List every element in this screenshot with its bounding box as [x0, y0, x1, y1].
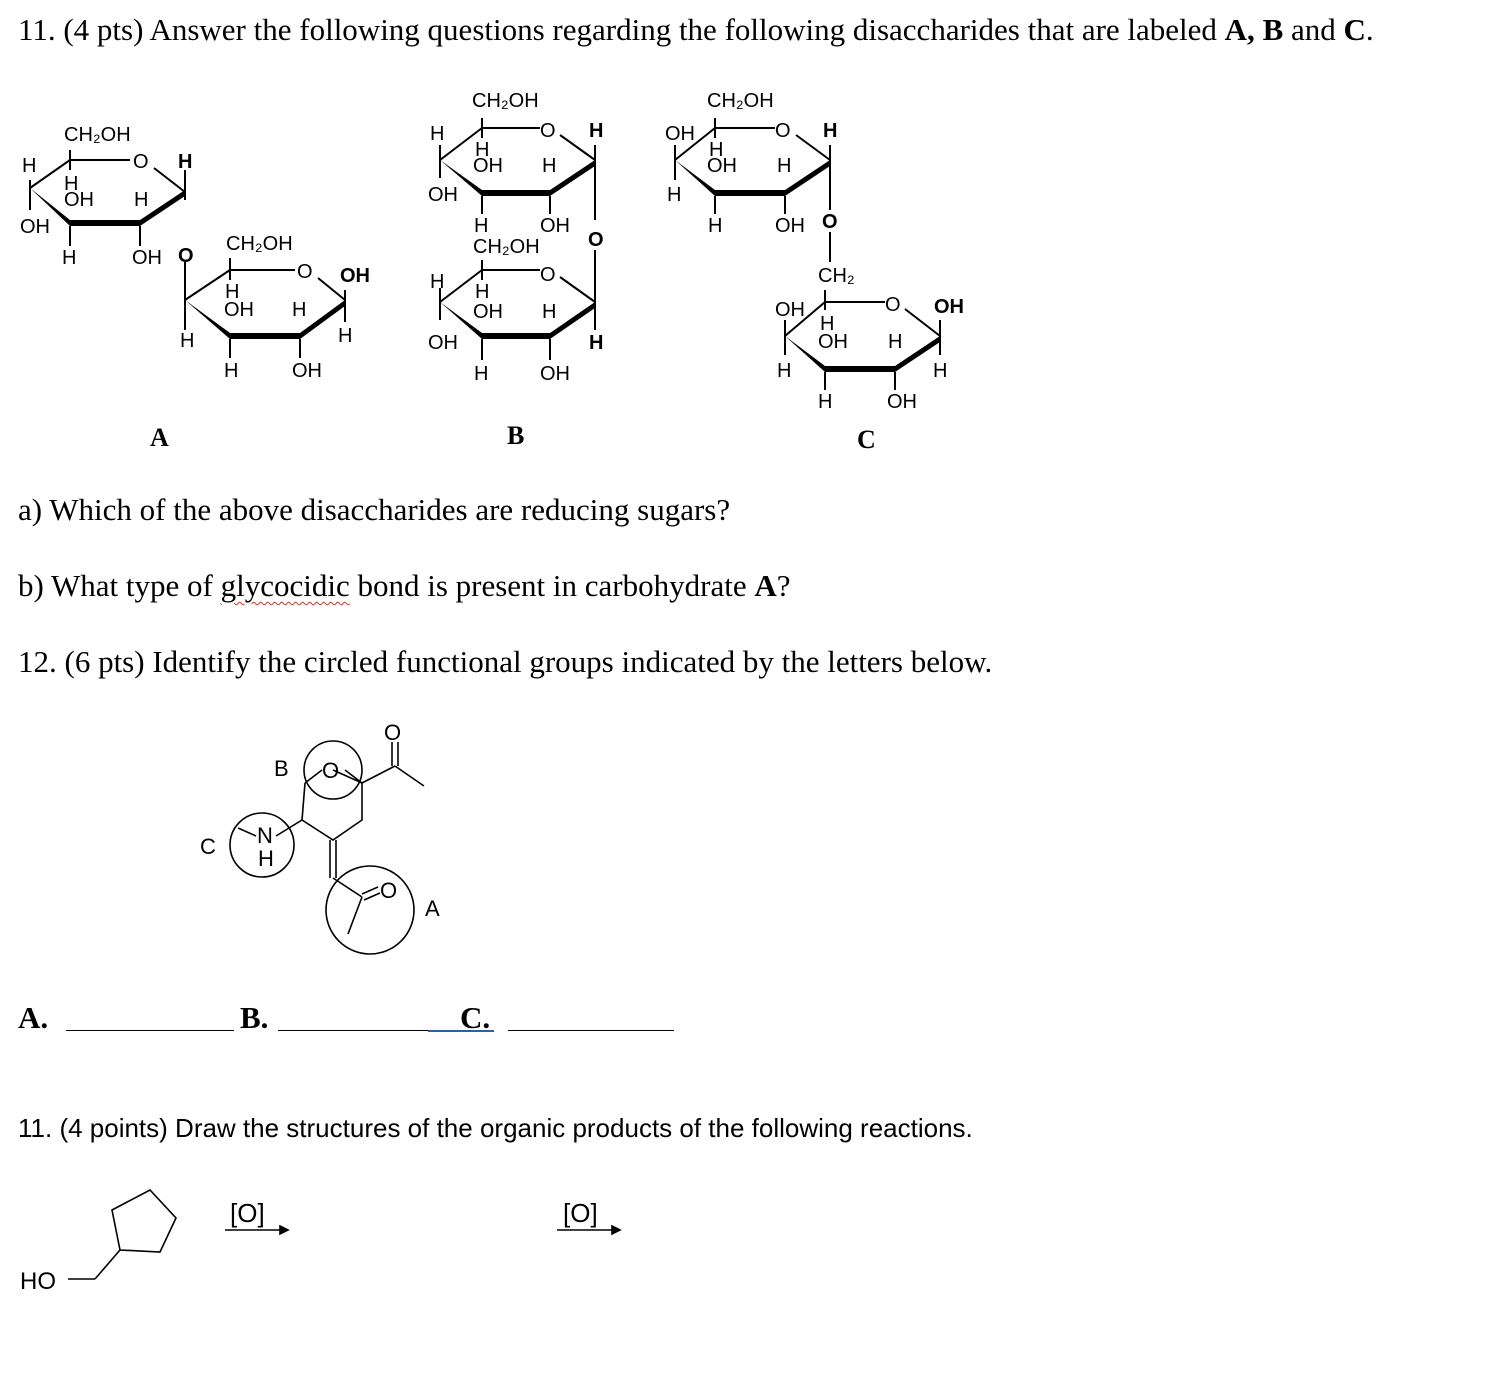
c2-h-bottom: H [818, 391, 833, 413]
fg-ketone-o: O [384, 720, 402, 745]
question-reactions: 11. (4 points) Draw the structures of the organic products of the following reactions. [18, 1113, 973, 1143]
b1-h-inner: H [475, 139, 490, 161]
arrow-1-head [280, 1226, 288, 1234]
answer-label-b: B. [240, 1000, 269, 1035]
b-glycosidic-o: O [588, 229, 604, 251]
a-glycosidic-o: O [178, 245, 194, 267]
answer-label-c: C. [460, 1000, 491, 1035]
c-glycosidic-o: O [822, 211, 838, 233]
b1-oh-left: OH [428, 184, 458, 206]
a2-ring-o: O [297, 261, 313, 283]
a1-h-inner-2: H [134, 189, 149, 211]
a1-oh-left: OH [20, 216, 50, 238]
q11-letter-c: C [1343, 12, 1366, 47]
a2-oh-inner: OH [224, 299, 254, 321]
fg-label-a: A [425, 896, 440, 921]
c2-oh-bottom: OH [887, 391, 917, 413]
answer-blank-c[interactable] [508, 1030, 674, 1031]
q11-prefix: 11. (4 pts) Answer the following questions regarding the following disaccharides that are labeled [18, 12, 1217, 47]
molecule-a-ring-1 [30, 150, 185, 330]
b2-oh-bottom: OH [540, 363, 570, 385]
molecule-c-ring-2 [785, 290, 940, 390]
reagent-2: [O] [563, 1198, 598, 1228]
a2-h-bottom: H [224, 360, 239, 382]
a2-h-left: H [180, 330, 195, 352]
c2-h-inner-2: H [888, 331, 903, 353]
answer-blank-b[interactable] [278, 1030, 428, 1031]
a1-h-right: H [178, 151, 193, 173]
disaccharide-structures [0, 0, 1488, 470]
b1-h-left: H [430, 123, 445, 145]
a1-oh-bottom: OH [132, 247, 162, 269]
a1-h-left: H [22, 155, 37, 177]
c1-oh-bottom: OH [775, 215, 805, 237]
cyclopentane-ring [112, 1190, 176, 1252]
c1-h-inner: H [709, 139, 724, 161]
c2-ring-o: O [885, 294, 901, 316]
fg-label-b: B [274, 756, 289, 781]
b2-oh-left: OH [428, 332, 458, 354]
b1-oh-bottom: OH [540, 215, 570, 237]
a1-oh-inner: OH [64, 189, 94, 211]
c1-h-bottom: H [708, 215, 723, 237]
c2-h-right: H [933, 360, 948, 382]
q11b-middle: bond is present in carbohydrate [357, 568, 747, 603]
fg-nh-h: H [258, 846, 274, 871]
b1-h-bottom: H [474, 215, 489, 237]
molecule-c-ring-1 [675, 118, 830, 262]
hydroxyl-ho: HO [20, 1268, 56, 1295]
q11b-letter: A [754, 568, 777, 603]
b2-h-right: H [589, 332, 604, 354]
b2-h-inner: H [475, 281, 490, 303]
a2-oh-bottom: OH [292, 360, 322, 382]
a2-oh-right: OH [340, 265, 370, 287]
b2-ch2oh: CH₂OH [473, 236, 540, 258]
circle-c [230, 813, 294, 877]
label-molecule-c: C [857, 425, 876, 454]
b1-ring-o: O [540, 120, 556, 142]
answer-blank-a[interactable] [66, 1030, 234, 1031]
reagent-1: [O] [230, 1198, 265, 1228]
molecule-b-ring-1 [440, 118, 595, 330]
c2-oh-inner: OH [818, 331, 848, 353]
c-ch2-link: CH₂ [818, 265, 855, 287]
q11-and: and [1291, 12, 1336, 47]
c1-h-inner-2: H [777, 155, 792, 177]
a2-h-inner: H [225, 281, 240, 303]
b2-h-inner-2: H [542, 301, 557, 323]
c1-ring-o: O [775, 120, 791, 142]
q11b-suffix: ? [776, 568, 791, 603]
b1-h-right: H [589, 120, 604, 142]
a1-h-inner: H [64, 173, 79, 195]
fg-label-c: C [200, 834, 216, 859]
c2-oh-right: OH [934, 296, 964, 318]
c2-oh-left: OH [775, 299, 805, 321]
fg-ring-o: O [322, 758, 340, 783]
q11-period: . [1365, 12, 1374, 47]
question-11a: a) Which of the above disaccharides are reducing sugars? [18, 492, 731, 527]
molecule-b-ring-2 [440, 260, 595, 360]
b2-ring-o: O [540, 264, 556, 286]
circle-b [304, 741, 362, 799]
c1-ch2oh: CH₂OH [707, 90, 774, 112]
label-molecule-b: B [507, 421, 525, 450]
a2-h-right: H [338, 325, 353, 347]
a2-ch2oh: CH₂OH [226, 233, 293, 255]
b1-h-inner-2: H [542, 155, 557, 177]
c1-h-right: H [823, 120, 838, 142]
a1-h-bottom: H [62, 247, 77, 269]
b1-oh-inner: OH [473, 155, 503, 177]
fg-n: N [257, 823, 273, 848]
question-11b [18, 568, 790, 604]
molecule-a-ring-2 [185, 258, 345, 358]
circle-a [326, 866, 414, 954]
q11b-prefix: b) What type of [18, 568, 213, 603]
c2-h-left: H [777, 360, 792, 382]
q11b-misspelled-word: glycocidic [220, 568, 350, 603]
b2-oh-inner: OH [473, 301, 503, 323]
c1-oh-inner: OH [707, 155, 737, 177]
c1-h-left: H [667, 184, 682, 206]
label-molecule-a: A [150, 423, 169, 452]
arrow-2-head [612, 1226, 620, 1234]
question-12: 12. (6 pts) Identify the circled functional groups indicated by the letters below. [18, 644, 993, 679]
a1-ring-o: O [133, 151, 149, 173]
b1-ch2oh: CH₂OH [472, 90, 539, 112]
fg-carbonyl-o: O [380, 878, 398, 903]
b2-h-bottom: H [474, 363, 489, 385]
a2-h-inner-2: H [292, 299, 307, 321]
a1-ch2oh: CH₂OH [64, 124, 131, 146]
c2-h-inner: H [820, 313, 835, 335]
q11-letter-a: A, [1224, 12, 1255, 47]
b2-h-left: H [430, 271, 445, 293]
c1-oh-left: OH [665, 123, 695, 145]
answer-label-a: A. [18, 1000, 49, 1035]
q11-letter-b: B [1262, 12, 1284, 47]
